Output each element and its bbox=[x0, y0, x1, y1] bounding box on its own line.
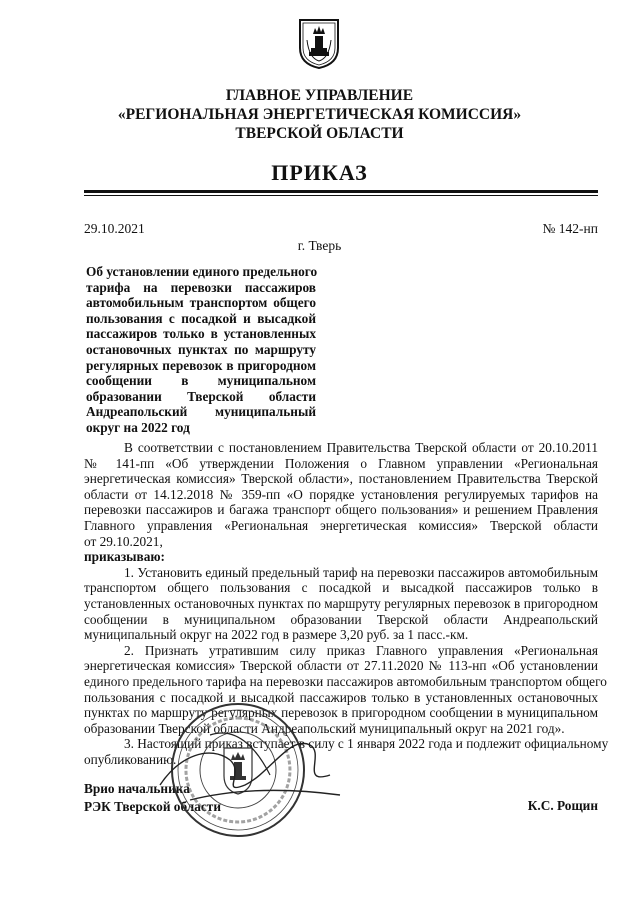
subject-line: остановочных пунктах по маршруту bbox=[86, 341, 316, 357]
preamble-line: Главного управления «Региональная энергетическая комиссия» Тверской области bbox=[84, 517, 598, 533]
item-1-line: муниципальный округ на 2022 год в размере 3,20 руб. за 1 пасс.-км. bbox=[84, 627, 469, 643]
subject-line: Об установлении единого предельного bbox=[86, 264, 318, 279]
preamble-line: области от 14.12.2018 № 359-пп «О порядке установления регулируемых тарифов на bbox=[84, 486, 598, 502]
subject-line: пользования с посадкой и высадкой bbox=[86, 310, 316, 326]
signer-position-line-1: Врио начальника bbox=[84, 781, 190, 796]
subject-line: образовании Тверской области bbox=[86, 388, 316, 404]
subject-line: тарифа на перевозки пассажиров bbox=[86, 279, 316, 295]
org-name-line-2: «РЕГИОНАЛЬНАЯ ЭНЕРГЕТИЧЕСКАЯ КОМИССИЯ» bbox=[117, 106, 522, 123]
item-2-line: 2. Признать утратившим силу приказ Главного управления «Региональная bbox=[124, 642, 598, 658]
preamble-line: энергетическая комиссия» Тверской области», постановлением Правительства Тверской bbox=[84, 471, 598, 487]
item-1-line: установленных остановочных пунктах по маршруту регулярных перевозок в пригородном bbox=[84, 595, 598, 611]
signer-name: К.С. Рощин bbox=[527, 798, 598, 813]
order-city: г. Тверь bbox=[297, 238, 342, 253]
item-1-line: 1. Установить единый предельный тариф на перевозки пассажиров автомобильным bbox=[124, 564, 598, 580]
header-rule-thin bbox=[84, 195, 598, 196]
signer-position-line-2: РЭК Тверской области bbox=[84, 799, 221, 814]
order-word: приказываю: bbox=[84, 549, 165, 565]
org-name-line-3: ТВЕРСКОЙ ОБЛАСТИ bbox=[235, 125, 404, 142]
subject-line: автомобильным транспортом общего bbox=[86, 295, 316, 311]
org-name-line-1: ГЛАВНОЕ УПРАВЛЕНИЕ bbox=[225, 87, 414, 104]
item-1-line: сообщении в муниципальном образовании Тверской области Андреапольский bbox=[84, 611, 598, 627]
preamble-line: перевозки пассажиров и багажа транспорт общего пользования» и решением Правления bbox=[84, 502, 598, 518]
header-rule-thick bbox=[84, 190, 598, 193]
preamble-line: № 141-пп «Об утверждении Положения о Главном управлении «Региональная bbox=[84, 455, 598, 471]
item-2-line: пунктах по маршруту регулярных перевозок в пригородном сообщении в муниципальном bbox=[84, 705, 598, 721]
preamble-line: от 29.10.2021, bbox=[84, 533, 163, 549]
item-3-line: 3. Настоящий приказ вступает в силу с 1 января 2022 года и подлежит официальному bbox=[124, 736, 609, 752]
item-2-line: единого предельного тарифа на перевозки пассажиров автомобильным транспортом общего bbox=[84, 673, 607, 689]
subject-line: Андреапольский муниципальный bbox=[86, 404, 316, 420]
subject-line: сообщении в муниципальном bbox=[86, 373, 316, 389]
order-subject bbox=[86, 264, 316, 436]
tver-coat-of-arms-icon bbox=[298, 18, 340, 70]
item-1-line: транспортом общего пользования с посадкой и высадкой пассажиров только в bbox=[84, 580, 598, 596]
item-3-line: опубликованию. bbox=[84, 751, 177, 767]
document-title: ПРИКАЗ bbox=[271, 160, 368, 185]
handwritten-signature-icon bbox=[150, 715, 350, 825]
subject-line: регулярных перевозок в пригородном bbox=[86, 357, 316, 373]
preamble-line: В соответствии с постановлением Правительства Тверской области от 20.10.2011 bbox=[124, 440, 598, 455]
subject-line: округ на 2022 год bbox=[86, 419, 190, 435]
item-2-line: пользования с посадкой и высадкой пассажиров только в установленных остановочных bbox=[84, 689, 598, 705]
subject-line: пассажиров только в установленных bbox=[86, 326, 316, 342]
order-date: 29.10.2021 bbox=[84, 221, 145, 236]
item-2-line: энергетическая комиссия» Тверской области от 27.11.2020 № 113-нп «Об установлении bbox=[84, 658, 598, 674]
item-2-line: образовании Тверской области Андреапольский муниципальный округ на 2021 год». bbox=[84, 720, 565, 736]
order-number: № 142-нп bbox=[542, 221, 598, 236]
